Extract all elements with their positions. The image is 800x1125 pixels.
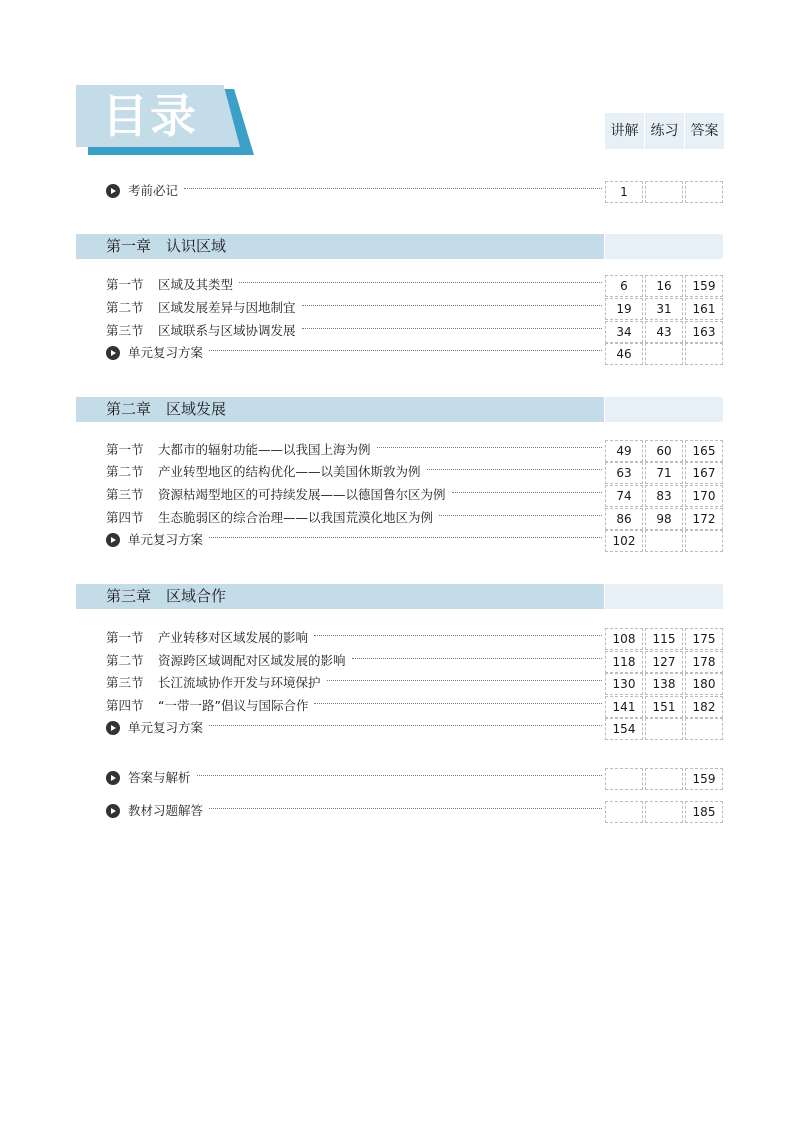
page-cell: 108 [605, 628, 643, 650]
play-arrow-icon [106, 804, 120, 818]
entry-title: 答案与解析 [128, 770, 191, 785]
page-cell: 60 [645, 440, 683, 462]
leader-dots [352, 658, 602, 659]
leader-dots [209, 725, 602, 726]
page-cell: 83 [645, 485, 683, 507]
page-cell: 170 [685, 485, 723, 507]
toc-entry[interactable] [106, 628, 604, 648]
page-cell: 151 [645, 696, 683, 718]
page-cell: 167 [685, 462, 723, 484]
page-cell [645, 801, 683, 823]
entry-title: 区域及其类型 [158, 277, 234, 292]
toc-entry[interactable] [106, 462, 604, 482]
page-cell [605, 768, 643, 790]
page-cell: 102 [605, 530, 643, 552]
leader-dots [197, 775, 602, 776]
play-arrow-icon [106, 346, 120, 360]
chapter-heading-shade [605, 397, 723, 422]
toc-entry[interactable] [106, 651, 604, 671]
toc-entry[interactable] [106, 321, 604, 341]
entry-title: 区域联系与区域协调发展 [158, 323, 296, 338]
leader-dots [327, 680, 602, 681]
entry-title: 区域发展差异与因地制宜 [158, 300, 296, 315]
section-number: 第一节 [106, 277, 144, 292]
toc-entry[interactable] [106, 485, 604, 505]
entry-title: 生态脆弱区的综合治理——以我国荒漠化地区为例 [158, 510, 434, 525]
section-number: 第二节 [106, 300, 144, 315]
leader-dots [302, 328, 602, 329]
entry-title: 产业转型地区的结构优化——以美国休斯敦为例 [158, 464, 421, 479]
chapter-title: 第二章 区域发展 [106, 400, 227, 418]
page-cell: 74 [605, 485, 643, 507]
page-cell: 159 [685, 768, 723, 790]
section-number: 第四节 [106, 510, 144, 525]
play-arrow-icon [106, 184, 120, 198]
section-number: 第二节 [106, 653, 144, 668]
entry-title: 大都市的辐射功能——以我国上海为例 [158, 442, 371, 457]
leader-dots [439, 515, 602, 516]
leader-dots [209, 350, 602, 351]
page-cell: 43 [645, 321, 683, 343]
toc-entry-review[interactable] [106, 530, 604, 550]
entry-title: 单元复习方案 [128, 532, 204, 547]
page-cell [645, 343, 683, 365]
page-cell: 175 [685, 628, 723, 650]
leader-dots [314, 635, 602, 636]
chapter-heading-1[interactable] [76, 234, 604, 259]
chapter-heading-3[interactable] [76, 584, 604, 609]
section-number: 第三节 [106, 487, 144, 502]
page-cell: 161 [685, 298, 723, 320]
page-cell: 141 [605, 696, 643, 718]
page-cell: 6 [605, 275, 643, 297]
toc-entry-answers[interactable] [106, 768, 604, 788]
toc-entry[interactable] [106, 673, 604, 693]
chapter-title: 第一章 认识区域 [106, 237, 227, 255]
page-cell: 31 [645, 298, 683, 320]
page-cell: 19 [605, 298, 643, 320]
page-cell: 118 [605, 651, 643, 673]
play-arrow-icon [106, 533, 120, 547]
chapter-heading-shade [605, 234, 723, 259]
leader-dots [184, 188, 602, 189]
leader-dots [377, 447, 602, 448]
page-cell: 127 [645, 651, 683, 673]
entry-title: 资源跨区域调配对区域发展的影响 [158, 653, 346, 668]
page-cell: 34 [605, 321, 643, 343]
page-cell: 182 [685, 696, 723, 718]
page-cell [645, 530, 683, 552]
entry-title: 考前必记 [128, 183, 179, 198]
page-cell: 98 [645, 508, 683, 530]
entry-title: 产业转移对区域发展的影响 [158, 630, 309, 645]
leader-dots [427, 469, 602, 470]
column-header-answers: 答案 [685, 113, 724, 149]
page-cell: 185 [685, 801, 723, 823]
section-number: 第一节 [106, 630, 144, 645]
page-cell: 49 [605, 440, 643, 462]
leader-dots [314, 703, 602, 704]
entry-title: 教材习题解答 [128, 803, 204, 818]
page-title: 目录 [102, 89, 198, 143]
page-cell: 63 [605, 462, 643, 484]
page-cell: 16 [645, 275, 683, 297]
page-cell: 46 [605, 343, 643, 365]
page-cell [605, 801, 643, 823]
toc-title-banner [76, 85, 256, 155]
page-cell: 138 [645, 673, 683, 695]
page-cell [685, 181, 723, 203]
section-number: 第四节 [106, 698, 144, 713]
toc-entry[interactable] [106, 508, 604, 528]
play-arrow-icon [106, 721, 120, 735]
entry-title: “一带一路”倡议与国际合作 [158, 698, 309, 713]
page-cell [645, 718, 683, 740]
chapter-heading-shade [605, 584, 723, 609]
entry-title: 单元复习方案 [128, 720, 204, 735]
chapter-title: 第三章 区域合作 [106, 587, 227, 605]
page-cell [645, 181, 683, 203]
toc-entry[interactable] [106, 298, 604, 318]
leader-dots [209, 537, 602, 538]
page-cell: 86 [605, 508, 643, 530]
toc-entry-review[interactable] [106, 343, 604, 363]
entry-title: 资源枯竭型地区的可持续发展——以德国鲁尔区为例 [158, 487, 446, 502]
entry-title: 长江流域协作开发与环境保护 [158, 675, 321, 690]
page-cell: 165 [685, 440, 723, 462]
page-cell: 71 [645, 462, 683, 484]
page-cell: 1 [605, 181, 643, 203]
page-cell [685, 718, 723, 740]
page-cell: 172 [685, 508, 723, 530]
section-number: 第二节 [106, 464, 144, 479]
entry-title: 单元复习方案 [128, 345, 204, 360]
page-cell: 180 [685, 673, 723, 695]
toc-entry[interactable] [106, 275, 604, 295]
page-cell: 163 [685, 321, 723, 343]
page-cell: 115 [645, 628, 683, 650]
column-header-lecture: 讲解 [605, 113, 644, 149]
column-header-practice: 练习 [645, 113, 684, 149]
play-arrow-icon [106, 771, 120, 785]
section-number: 第一节 [106, 442, 144, 457]
page-cell: 154 [605, 718, 643, 740]
leader-dots [209, 808, 602, 809]
leader-dots [302, 305, 602, 306]
toc-entry[interactable] [106, 696, 604, 716]
page-cell: 130 [605, 673, 643, 695]
section-number: 第三节 [106, 675, 144, 690]
page-cell [685, 343, 723, 365]
page-cell [645, 768, 683, 790]
page-cell: 159 [685, 275, 723, 297]
leader-dots [452, 492, 602, 493]
toc-entry[interactable] [106, 440, 604, 460]
chapter-heading-2[interactable] [76, 397, 604, 422]
page-cell: 178 [685, 651, 723, 673]
toc-entry-front[interactable] [106, 181, 604, 201]
leader-dots [239, 282, 602, 283]
section-number: 第三节 [106, 323, 144, 338]
page-cell [685, 530, 723, 552]
toc-entry-review[interactable] [106, 718, 604, 738]
toc-entry-textbook[interactable] [106, 801, 604, 821]
